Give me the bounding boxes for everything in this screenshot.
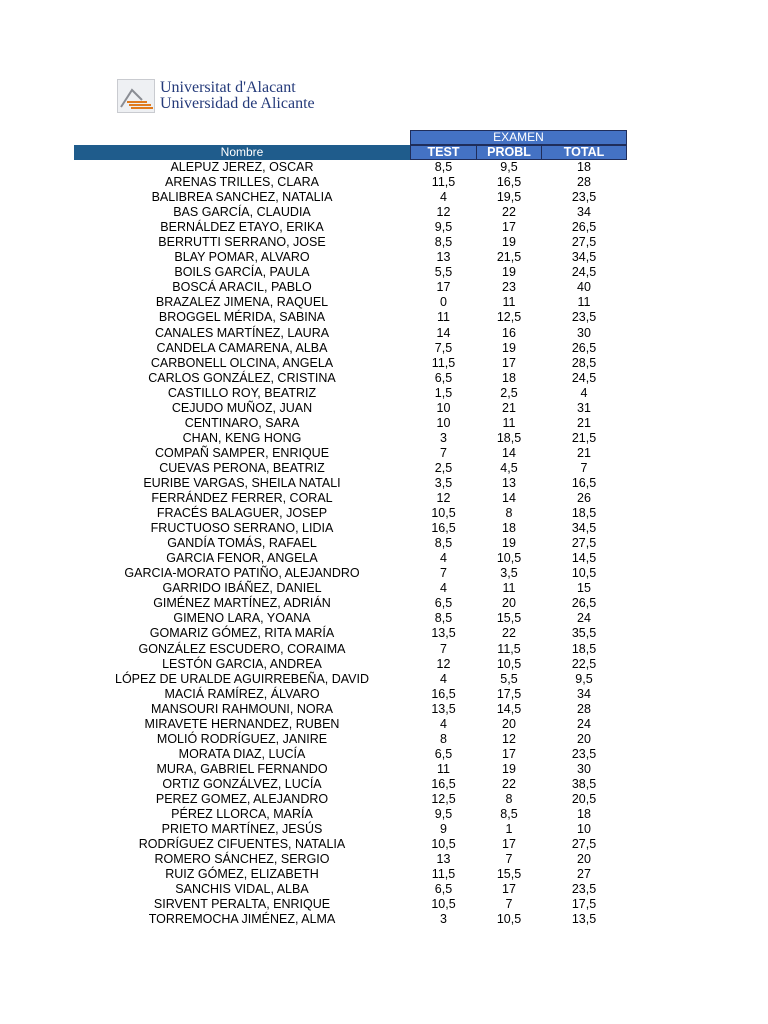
probl-score-cell: 9,5 — [500, 160, 518, 174]
table-row — [0, 160, 768, 175]
table-row — [0, 792, 768, 807]
student-name-cell: CEJUDO MUÑOZ, JUAN — [171, 400, 313, 415]
total-score-cell: 31 — [577, 400, 591, 415]
total-score-cell: 28 — [577, 701, 591, 716]
probl-score-cell: 20 — [502, 716, 516, 731]
probl-score-cell: 7 — [505, 897, 513, 912]
table-row — [0, 416, 768, 431]
student-name-cell: MIRAVETE HERNANDEZ, RUBEN — [144, 716, 340, 731]
test-score-cell: 11,5 — [431, 175, 456, 190]
total-score-cell: 23,5 — [571, 882, 597, 897]
probl-score-cell: 21 — [502, 400, 516, 415]
student-name-cell: CHAN, KENG HONG — [182, 430, 302, 445]
test-score-cell: 8,5 — [434, 235, 453, 250]
student-name-cell: SIRVENT PERALTA, ENRIQUE — [153, 897, 331, 912]
table-row — [0, 280, 768, 295]
total-score-cell: 21 — [577, 445, 591, 460]
test-score-cell: 5,5 — [434, 265, 453, 280]
student-name-cell: BAS GARCÍA, CLAUDIA — [173, 205, 311, 220]
total-score-cell: 34,5 — [571, 250, 597, 265]
student-name-cell: GANDÍA TOMÁS, RAFAEL — [167, 536, 317, 551]
student-name-cell: BROGGEL MÉRIDA, SABINA — [158, 310, 326, 325]
probl-score-cell: 4,5 — [500, 460, 518, 475]
total-score-cell: 28 — [577, 175, 591, 190]
total-score-cell: 24 — [577, 611, 591, 626]
probl-score-cell: 18,5 — [496, 430, 522, 445]
student-name-cell: LESTÓN GARCIA, ANDREA — [162, 656, 322, 671]
table-row — [0, 220, 768, 235]
total-score-cell: 27,5 — [571, 837, 597, 852]
test-score-cell: 9,5 — [434, 807, 453, 822]
total-score-cell: 21 — [577, 415, 591, 430]
total-score-cell: 9,5 — [575, 671, 593, 686]
student-name-cell: ROMERO SÁNCHEZ, SERGIO — [154, 852, 330, 867]
test-score-cell: 10 — [436, 400, 451, 415]
test-score-cell: 0 — [440, 295, 447, 310]
table-row — [0, 867, 768, 882]
table-row — [0, 431, 768, 446]
test-score-cell: 6,5 — [434, 596, 453, 611]
test-score-cell: 13 — [436, 250, 451, 265]
test-score-cell: 6,5 — [434, 746, 453, 761]
total-score-cell: 40 — [577, 280, 591, 295]
test-score-cell: 4 — [440, 581, 447, 596]
total-score-cell: 27,5 — [571, 235, 597, 250]
total-score-cell: 18 — [577, 160, 591, 174]
student-name-cell: GIMENO LARA, YOANA — [173, 611, 311, 626]
table-row — [0, 536, 768, 551]
probl-score-cell: 8 — [505, 791, 513, 806]
probl-score-cell: 22 — [502, 205, 516, 220]
student-name-cell: GARRIDO IBÁÑEZ, DANIEL — [162, 581, 322, 596]
table-row — [0, 687, 768, 702]
test-score-cell: 4 — [440, 551, 447, 566]
probl-score-cell: 11 — [502, 415, 516, 430]
total-score-cell: 20 — [577, 852, 591, 867]
table-row — [0, 762, 768, 777]
test-score-cell: 13,5 — [431, 626, 456, 641]
test-score-cell: 3 — [440, 430, 447, 445]
table-row — [0, 852, 768, 867]
probl-score-cell: 5,5 — [500, 671, 518, 686]
student-name-cell: FRACÉS BALAGUER, JOSEP — [156, 506, 328, 521]
name-column-header: Nombre — [74, 145, 410, 160]
test-score-cell: 3,5 — [434, 475, 453, 490]
test-score-cell: 4 — [440, 716, 447, 731]
table-row — [0, 912, 768, 927]
probl-score-cell: 18 — [502, 370, 516, 385]
probl-score-cell: 14 — [502, 491, 516, 506]
table-row — [0, 401, 768, 416]
student-name-cell: PÉREZ LLORCA, MARÍA — [171, 807, 313, 822]
table-row — [0, 642, 768, 657]
total-score-cell: 27,5 — [571, 536, 597, 551]
student-name-cell: CENTINARO, SARA — [184, 415, 300, 430]
total-score-cell: 23,5 — [571, 310, 597, 325]
student-name-cell: BALIBREA SANCHEZ, NATALIA — [151, 190, 333, 205]
university-name-spanish: Universidad de Alicante — [160, 95, 315, 112]
student-name-cell: ARENAS TRILLES, CLARA — [165, 175, 319, 190]
student-name-cell: CUEVAS PERONA, BEATRIZ — [159, 460, 325, 475]
table-row — [0, 837, 768, 852]
student-name-cell: MURA, GABRIEL FERNANDO — [156, 761, 328, 776]
total-score-cell: 30 — [577, 325, 591, 340]
test-score-cell: 7 — [440, 641, 447, 656]
probl-score-cell: 17 — [502, 746, 516, 761]
test-score-cell: 13,5 — [431, 701, 456, 716]
total-score-cell: 23,5 — [571, 746, 597, 761]
probl-column-header: PROBL — [476, 145, 542, 160]
table-row — [0, 897, 768, 912]
table-row — [0, 822, 768, 837]
test-score-cell: 7,5 — [434, 340, 453, 355]
total-score-cell: 28,5 — [571, 355, 597, 370]
probl-score-cell: 1 — [505, 822, 513, 837]
total-score-cell: 23,5 — [571, 190, 597, 205]
probl-score-cell: 18 — [502, 521, 516, 536]
test-score-cell: 12,5 — [431, 791, 456, 806]
table-row — [0, 747, 768, 762]
table-row — [0, 611, 768, 626]
probl-score-cell: 19 — [502, 536, 516, 551]
table-row — [0, 491, 768, 506]
student-name-cell: BRAZALEZ JIMENA, RAQUEL — [155, 295, 329, 310]
test-score-cell: 8,5 — [434, 160, 453, 174]
total-score-cell: 18 — [577, 807, 591, 822]
probl-score-cell: 10,5 — [496, 912, 522, 927]
table-row — [0, 672, 768, 687]
probl-score-cell: 14,5 — [496, 701, 522, 716]
test-score-cell: 10,5 — [431, 837, 456, 852]
table-row — [0, 476, 768, 491]
test-score-cell: 11 — [437, 310, 450, 325]
total-score-cell: 22,5 — [571, 656, 597, 671]
test-column-header: TEST — [410, 145, 477, 160]
total-score-cell: 26,5 — [571, 340, 597, 355]
probl-score-cell: 16 — [502, 325, 516, 340]
student-name-cell: CANDELA CAMARENA, ALBA — [156, 340, 328, 355]
student-name-cell: TORREMOCHA JIMÉNEZ, ALMA — [148, 912, 336, 927]
test-score-cell: 4 — [440, 190, 447, 205]
test-score-cell: 3 — [440, 912, 447, 927]
probl-score-cell: 15,5 — [496, 611, 522, 626]
total-score-cell: 24,5 — [571, 265, 597, 280]
test-score-cell: 11 — [437, 761, 450, 776]
probl-score-cell: 10,5 — [496, 551, 522, 566]
test-score-cell: 16,5 — [431, 776, 456, 791]
student-name-cell: ORTIZ GONZÁLVEZ, LUCÍA — [162, 776, 322, 791]
student-name-cell: EURIBE VARGAS, SHEILA NATALI — [143, 475, 341, 490]
test-score-cell: 9 — [440, 822, 447, 837]
university-name-valencian: Universitat d'Alacant — [160, 79, 296, 96]
table-row — [0, 596, 768, 611]
table-row — [0, 551, 768, 566]
student-name-cell: FRUCTUOSO SERRANO, LIDIA — [150, 521, 334, 536]
probl-score-cell: 22 — [502, 626, 516, 641]
total-score-cell: 27 — [577, 867, 591, 882]
total-score-cell: 34 — [577, 205, 591, 220]
test-score-cell: 16,5 — [431, 686, 456, 701]
table-row — [0, 205, 768, 220]
student-name-cell: PRIETO MARTÍNEZ, JESÚS — [161, 822, 323, 837]
total-score-cell: 30 — [577, 761, 591, 776]
probl-score-cell: 11 — [502, 581, 516, 596]
student-name-cell: GOMARIZ GÓMEZ, RITA MARÍA — [149, 626, 335, 641]
test-score-cell: 11,5 — [431, 355, 456, 370]
student-name-cell: GONZÁLEZ ESCUDERO, CORAIMA — [138, 641, 346, 656]
table-row — [0, 175, 768, 190]
student-name-cell: COMPAÑ SAMPER, ENRIQUE — [154, 445, 330, 460]
probl-score-cell: 22 — [502, 776, 516, 791]
test-score-cell: 17 — [436, 280, 451, 295]
total-score-cell: 24 — [577, 716, 591, 731]
probl-score-cell: 17 — [502, 355, 516, 370]
test-score-cell: 12 — [436, 491, 451, 506]
test-score-cell: 9,5 — [434, 220, 453, 235]
total-score-cell: 4 — [580, 385, 588, 400]
student-name-cell: MORATA DIAZ, LUCÍA — [178, 746, 306, 761]
grades-table-body — [0, 160, 768, 927]
table-row — [0, 326, 768, 341]
total-score-cell: 35,5 — [571, 626, 597, 641]
test-score-cell: 10 — [436, 415, 451, 430]
probl-score-cell: 13 — [502, 475, 516, 490]
test-score-cell: 13 — [436, 852, 451, 867]
total-score-cell: 26,5 — [571, 220, 597, 235]
total-score-cell: 10 — [577, 822, 591, 837]
test-score-cell: 8 — [440, 731, 447, 746]
student-name-cell: BOILS GARCÍA, PAULA — [174, 265, 310, 280]
test-score-cell: 2,5 — [434, 460, 453, 475]
probl-score-cell: 2,5 — [500, 385, 518, 400]
student-name-cell: CARLOS GONZÁLEZ, CRISTINA — [148, 370, 336, 385]
table-row — [0, 310, 768, 325]
student-name-cell: CASTILLO ROY, BEATRIZ — [167, 385, 317, 400]
student-name-cell: CANALES MARTÍNEZ, LAURA — [154, 325, 330, 340]
test-score-cell: 12 — [436, 205, 451, 220]
student-name-cell: MOLIÓ RODRÍGUEZ, JANIRE — [156, 731, 328, 746]
test-score-cell: 7 — [440, 445, 447, 460]
student-name-cell: RODRÍGUEZ CIFUENTES, NATALIA — [138, 837, 346, 852]
student-name-cell: PEREZ GOMEZ, ALEJANDRO — [155, 791, 329, 806]
test-score-cell: 14 — [436, 325, 451, 340]
total-column-header: TOTAL — [541, 145, 627, 160]
exam-group-header: EXAMEN — [410, 130, 627, 145]
probl-score-cell: 3,5 — [500, 566, 518, 581]
test-score-cell: 4 — [440, 671, 447, 686]
test-score-cell: 8,5 — [434, 611, 453, 626]
university-logo — [117, 79, 337, 115]
probl-score-cell: 11,5 — [497, 641, 521, 656]
test-score-cell: 7 — [440, 566, 447, 581]
probl-score-cell: 17 — [502, 837, 516, 852]
probl-score-cell: 19 — [502, 235, 516, 250]
student-name-cell: RUIZ GÓMEZ, ELIZABETH — [165, 867, 319, 882]
table-row — [0, 521, 768, 536]
probl-score-cell: 14 — [502, 445, 516, 460]
table-row — [0, 882, 768, 897]
total-score-cell: 11 — [577, 295, 591, 310]
total-score-cell: 15 — [577, 581, 591, 596]
probl-score-cell: 12 — [502, 731, 516, 746]
student-name-cell: FERRÁNDEZ FERRER, CORAL — [151, 491, 333, 506]
probl-score-cell: 11 — [502, 295, 516, 310]
table-row — [0, 702, 768, 717]
total-score-cell: 18,5 — [571, 506, 597, 521]
total-score-cell: 20 — [577, 731, 591, 746]
probl-score-cell: 19 — [502, 265, 516, 280]
table-row — [0, 626, 768, 641]
student-name-cell: GARCIA FENOR, ANGELA — [166, 551, 318, 566]
probl-score-cell: 17 — [502, 882, 516, 897]
university-emblem-icon — [117, 79, 155, 113]
table-row — [0, 265, 768, 280]
probl-score-cell: 7 — [505, 852, 513, 867]
table-row — [0, 717, 768, 732]
probl-score-cell: 23 — [502, 280, 516, 295]
table-row — [0, 190, 768, 205]
table-row — [0, 657, 768, 672]
table-row — [0, 371, 768, 386]
probl-score-cell: 21,5 — [496, 250, 522, 265]
student-name-cell: SANCHIS VIDAL, ALBA — [175, 882, 309, 897]
total-score-cell: 18,5 — [571, 641, 597, 656]
test-score-cell: 12 — [436, 656, 451, 671]
student-name-cell: BLAY POMAR, ALVARO — [174, 250, 310, 265]
test-score-cell: 10,5 — [431, 506, 456, 521]
test-score-cell: 10,5 — [431, 897, 456, 912]
total-score-cell: 7 — [580, 460, 588, 475]
test-score-cell: 6,5 — [434, 370, 453, 385]
total-score-cell: 34 — [577, 686, 591, 701]
table-row — [0, 566, 768, 581]
table-row — [0, 250, 768, 265]
student-name-cell: CARBONELL OLCINA, ANGELA — [150, 355, 334, 370]
probl-score-cell: 17 — [502, 220, 516, 235]
probl-score-cell: 19,5 — [496, 190, 522, 205]
total-score-cell: 34,5 — [571, 521, 597, 536]
table-row — [0, 356, 768, 371]
total-score-cell: 20,5 — [571, 791, 597, 806]
total-score-cell: 10,5 — [571, 566, 597, 581]
student-name-cell: MACIÁ RAMÍREZ, ÁLVARO — [164, 686, 320, 701]
table-row — [0, 341, 768, 356]
total-score-cell: 13,5 — [571, 912, 597, 927]
probl-score-cell: 20 — [502, 596, 516, 611]
probl-score-cell: 16,5 — [496, 175, 522, 190]
table-row — [0, 235, 768, 250]
student-name-cell: LÓPEZ DE URALDE AGUIRREBEÑA, DAVID — [115, 671, 369, 686]
probl-score-cell: 19 — [502, 340, 516, 355]
table-row — [0, 295, 768, 310]
table-row — [0, 386, 768, 401]
probl-score-cell: 8 — [505, 506, 513, 521]
table-row — [0, 807, 768, 822]
probl-score-cell: 12,5 — [496, 310, 522, 325]
student-name-cell: BERRUTTI SERRANO, JOSE — [158, 235, 326, 250]
table-row — [0, 506, 768, 521]
table-row — [0, 446, 768, 461]
table-row — [0, 732, 768, 747]
test-score-cell: 6,5 — [434, 882, 453, 897]
student-name-cell: BOSCÁ ARACIL, PABLO — [172, 280, 312, 295]
student-name-cell: GARCIA-MORATO PATIÑO, ALEJANDRO — [124, 566, 360, 581]
total-score-cell: 38,5 — [571, 776, 597, 791]
student-name-cell: MANSOURI RAHMOUNI, NORA — [151, 701, 333, 716]
test-score-cell: 16,5 — [431, 521, 456, 536]
total-score-cell: 24,5 — [571, 370, 597, 385]
total-score-cell: 26,5 — [571, 596, 597, 611]
probl-score-cell: 17,5 — [496, 686, 522, 701]
total-score-cell: 16,5 — [571, 475, 597, 490]
test-score-cell: 11,5 — [431, 867, 456, 882]
table-row — [0, 461, 768, 476]
student-name-cell: ALEPUZ JEREZ, OSCAR — [170, 160, 314, 174]
probl-score-cell: 8,5 — [500, 807, 518, 822]
total-score-cell: 14,5 — [571, 551, 597, 566]
probl-score-cell: 10,5 — [496, 656, 522, 671]
probl-score-cell: 15,5 — [496, 867, 522, 882]
test-score-cell: 8,5 — [434, 536, 453, 551]
total-score-cell: 26 — [577, 491, 591, 506]
total-score-cell: 21,5 — [571, 430, 597, 445]
total-score-cell: 17,5 — [571, 897, 597, 912]
student-name-cell: GIMÉNEZ MARTÍNEZ, ADRIÁN — [153, 596, 331, 611]
probl-score-cell: 19 — [502, 761, 516, 776]
table-row — [0, 581, 768, 596]
student-name-cell: BERNÁLDEZ ETAYO, ERIKA — [160, 220, 324, 235]
table-row — [0, 777, 768, 792]
test-score-cell: 1,5 — [434, 385, 453, 400]
